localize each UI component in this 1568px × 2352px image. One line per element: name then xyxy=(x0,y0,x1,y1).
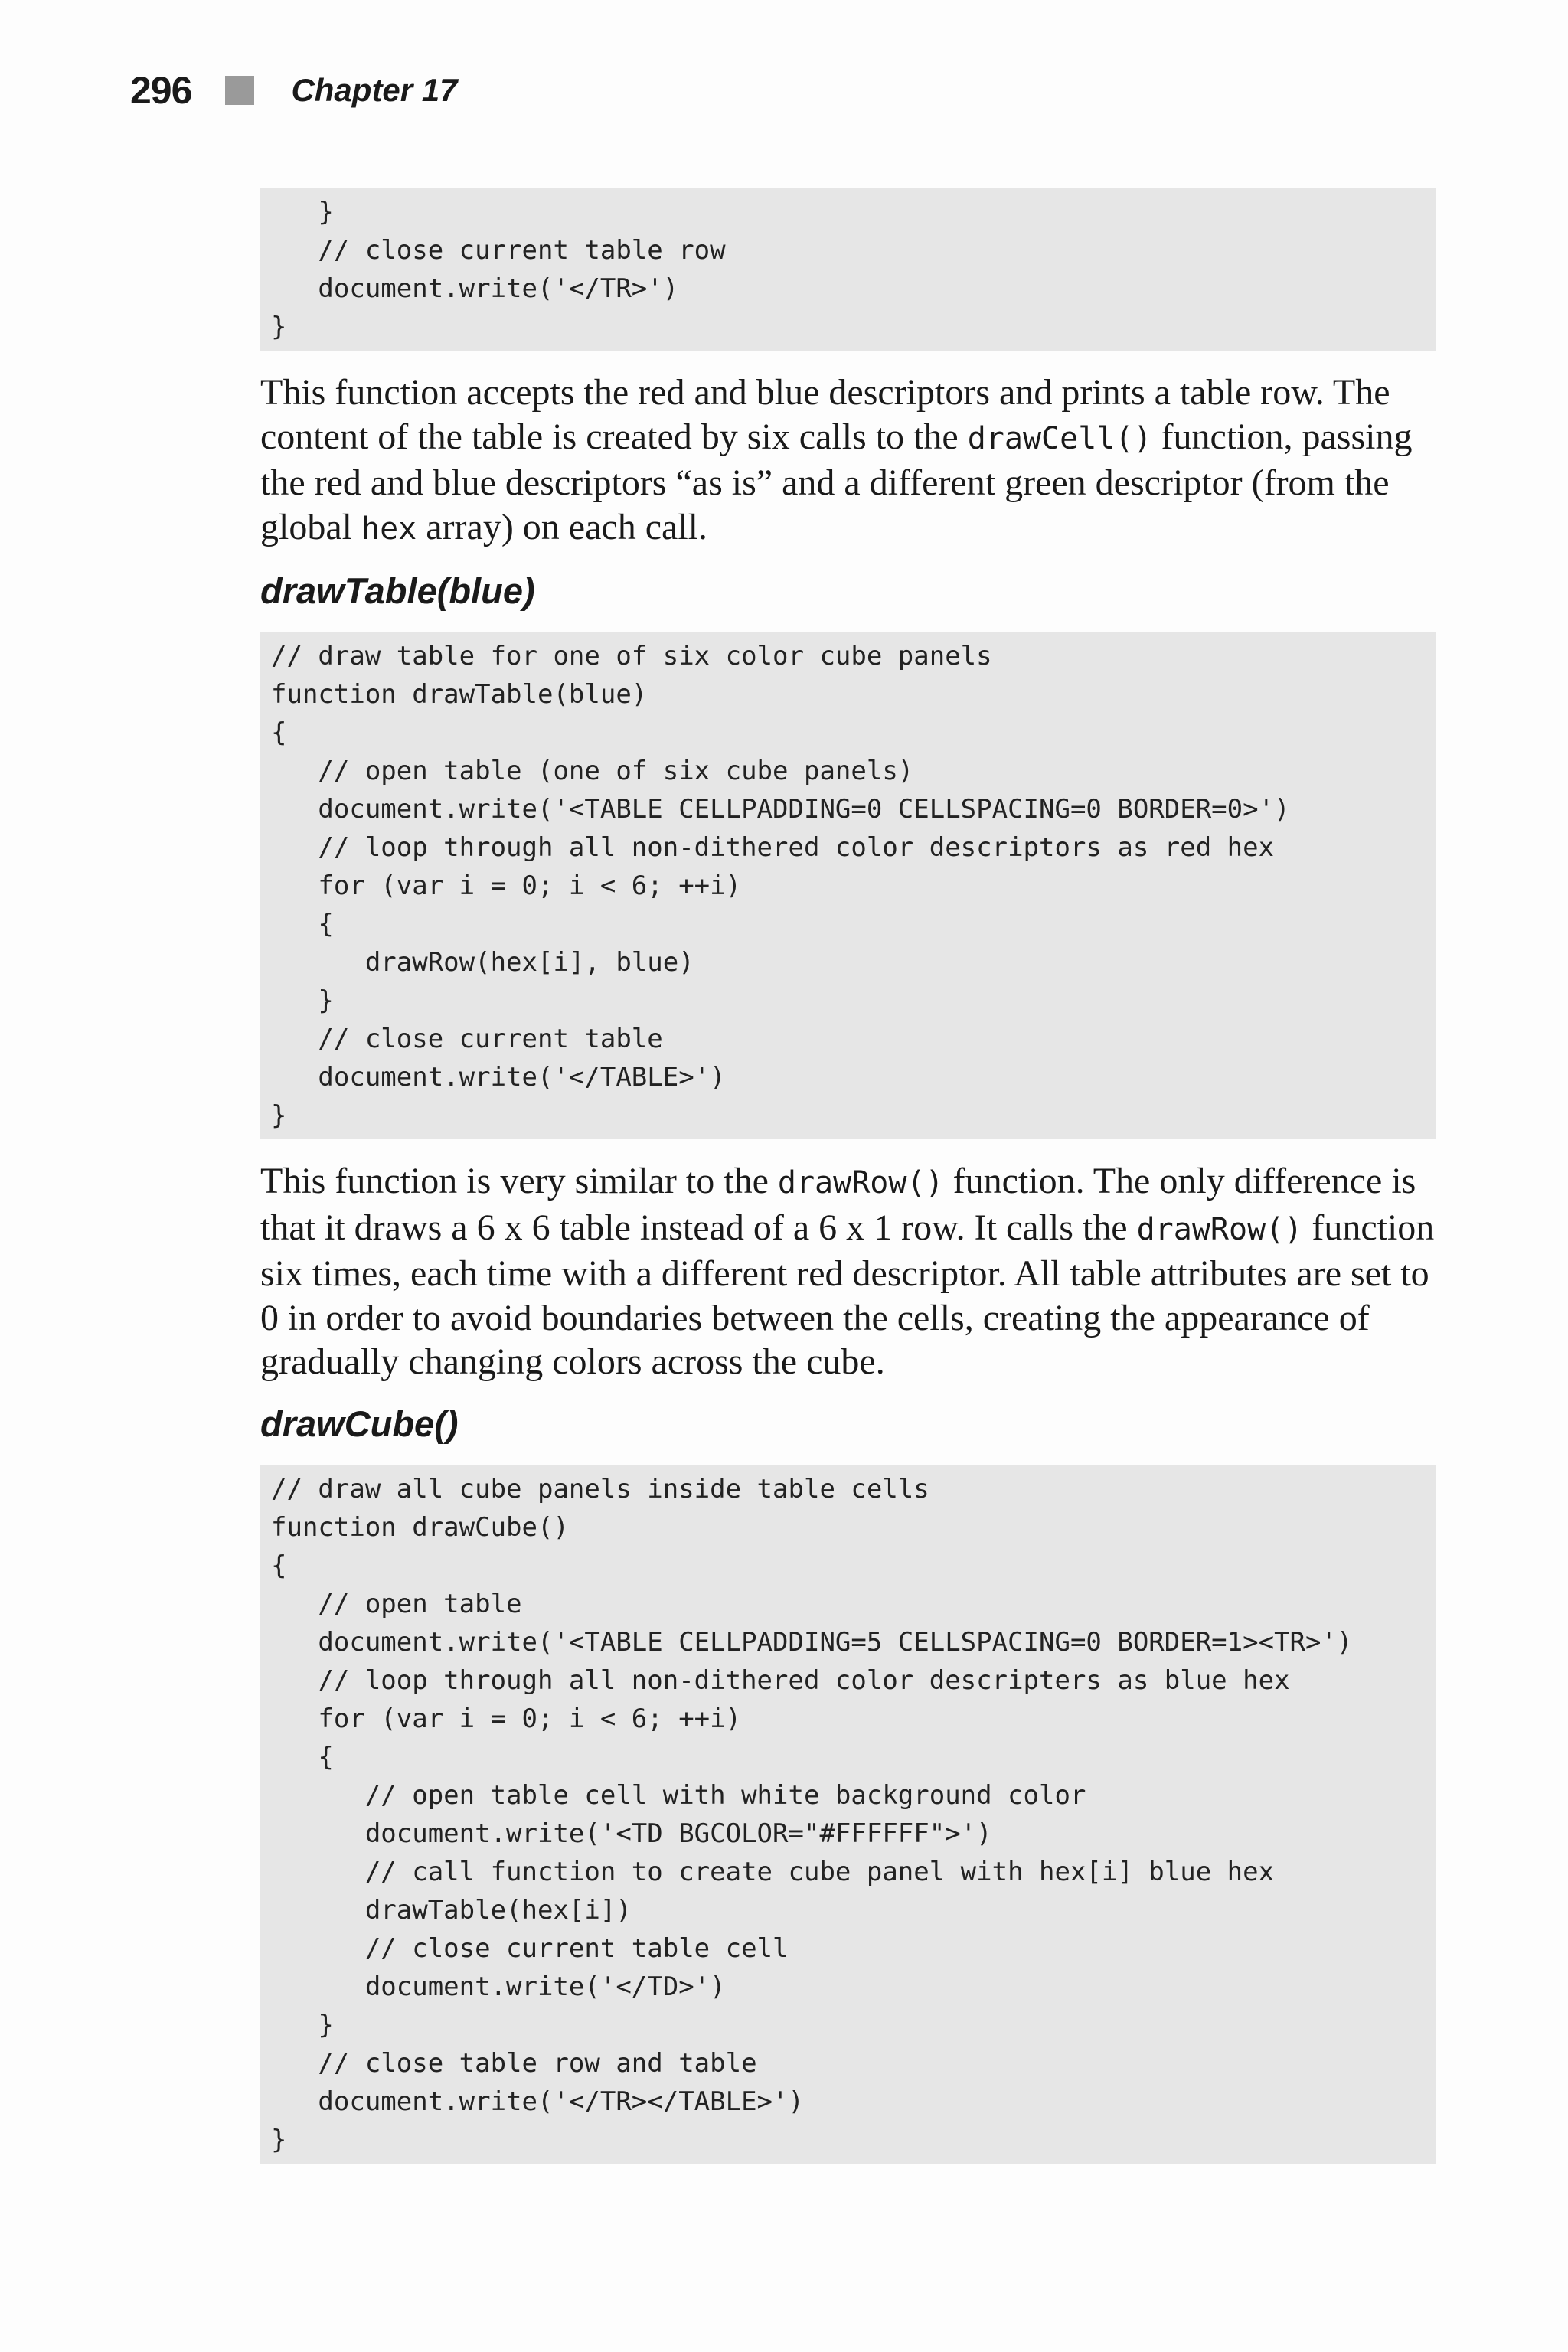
text-run: array) on each call. xyxy=(416,506,707,547)
inline-code: drawRow() xyxy=(1136,1211,1303,1247)
page-content xyxy=(260,188,1436,2164)
text-run: function, passing the red and blue descriptors “as is” and a different green descriptor (from the global xyxy=(260,416,1413,547)
page-number: 296 xyxy=(130,69,192,112)
code-block-draw-table: // draw table for one of six color cube panels function drawTable(blue) { // open table (one of six cube panels) document.write('<TABLE CELLPADDING=0 CELLSPACING=0 BORDER=0>') // loop through all non-dithered color descriptors as red hex for (var i = 0; i < 6; ++i) { drawRow(hex[i], blue) } // close current table document.write('</TABLE>') } xyxy=(260,632,1436,1139)
chapter-title: Chapter 17 xyxy=(291,72,458,108)
section-heading-draw-table: drawTable(blue) xyxy=(260,570,535,611)
section-heading-draw-cube: drawCube() xyxy=(260,1403,459,1444)
code-block-draw-cube: // draw all cube panels inside table cells function drawCube() { // open table document.write('<TABLE CELLPADDING=5 CELLSPACING=0 BORDER=1><TR>') // loop through all non-dithered color descripters as blue hex for (var i = 0; i < 6; ++i) { // open table cell with white background color document.write('<TD BGCOLOR="#FFFFFF">') // call function to create cube panel with hex[i] blue hex drawTable(hex[i]) // close current table cell document.write('</TD>') } // close table row and table document.write('</TR></TABLE>') } xyxy=(260,1465,1436,2164)
code-block-draw-row-end: } // close current table row document.write('</TR>') } xyxy=(260,188,1436,351)
text-run: function. The only difference is that it draws a 6 x 6 table instead of a 6 x 1 row. It calls the xyxy=(260,1161,1416,1248)
text-run: This function accepts the red and blue descriptors and prints a table row. The content of the table is created by six calls to the xyxy=(260,372,1390,457)
paragraph-draw-table xyxy=(260,1159,1436,1384)
paragraph-draw-row xyxy=(260,371,1436,551)
page-header xyxy=(130,67,458,113)
text-run: function six times, each time with a different red descriptor. All table attributes are set to 0 in order to avoid boundaries between the cells, creating the appearance of gradually changing colors across the cube. xyxy=(260,1207,1435,1382)
square-marker-icon xyxy=(225,76,254,105)
inline-code: drawRow() xyxy=(777,1165,944,1200)
text-run: This function is very similar to the xyxy=(260,1161,778,1201)
inline-code: drawCell() xyxy=(967,420,1152,456)
inline-code: hex xyxy=(361,511,417,547)
